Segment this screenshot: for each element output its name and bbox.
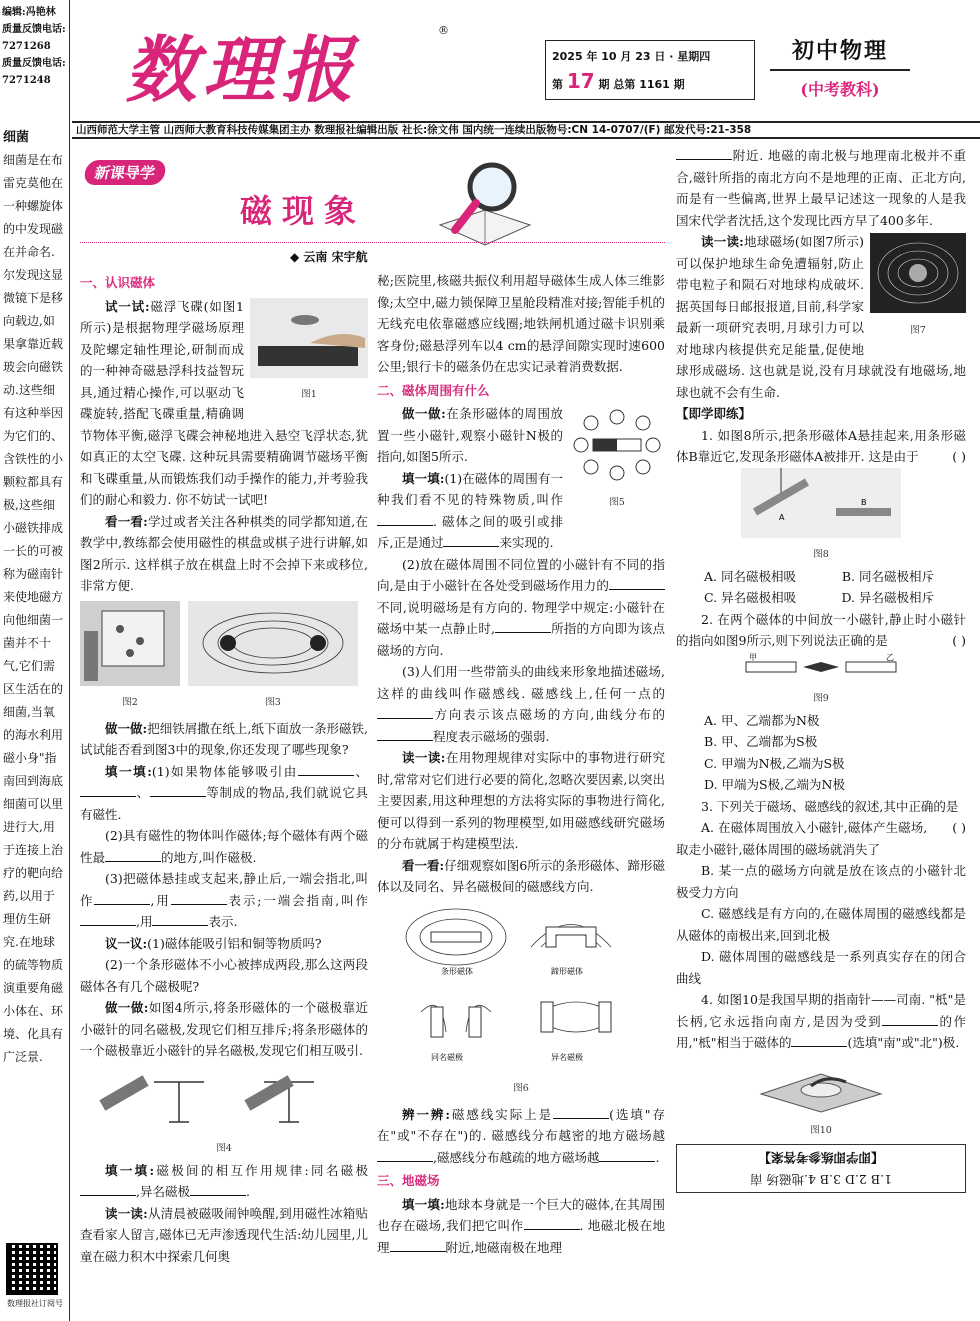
answer-box [676, 1144, 966, 1193]
fill-blank[interactable] [443, 535, 499, 547]
fig6-label-bar: 条形磁体 [441, 966, 473, 976]
text: 来实现的. [499, 535, 554, 550]
text: 表示. [208, 914, 238, 929]
fill-blank[interactable] [105, 850, 161, 862]
paragraph [80, 1203, 368, 1268]
label: 做一做: [105, 1000, 149, 1015]
question [676, 609, 966, 652]
option[interactable]: C. 磁感线是有方向的,在磁体周围的磁感线都是从磁体的南极出来,回到北极 [676, 906, 966, 943]
text: (3)把磁体悬挂或支起来,静止后,一端会指北,叫作 [80, 871, 368, 908]
fill-blank[interactable] [377, 514, 433, 526]
figure-caption: 图7 [910, 324, 926, 336]
label: 读一读: [105, 1205, 148, 1221]
option[interactable]: A. 甲、乙端都为N极 [704, 712, 820, 728]
option[interactable]: C. 甲端为N极,乙端为S极 [704, 755, 845, 771]
masthead [0, 0, 980, 136]
question [676, 425, 966, 468]
figure-caption: 图9 [813, 693, 829, 704]
text: ,用 [136, 914, 153, 929]
text: (2)放在磁体周围不同位置的小磁针有不同的指向,是由于小磁针在各处受到磁场作用力的 [377, 556, 665, 593]
answer-paren[interactable]: ( ) [952, 633, 966, 648]
chess-board-image [80, 601, 180, 686]
option[interactable]: B. 同名磁极相斥 [841, 568, 934, 584]
column-2 [377, 270, 665, 1315]
figure-1 [250, 298, 368, 406]
fill-blank[interactable] [524, 1218, 580, 1230]
paragraph [80, 954, 368, 997]
fill-blank[interactable] [676, 148, 732, 160]
label: 读一读: [701, 234, 744, 249]
text: . 地磁北极在地理 [377, 1218, 665, 1255]
editor-info [0, 0, 70, 120]
text: (1)磁体能吸引铝和铜等物质吗? [147, 935, 322, 951]
paragraph [377, 855, 665, 898]
figure-4 [80, 1062, 368, 1160]
label: 议一议: [105, 935, 148, 951]
fill-blank[interactable] [495, 621, 551, 633]
figure-caption: 图10 [810, 1125, 832, 1136]
text: (1)如果物体能够吸引由 [151, 763, 298, 779]
fill-blank[interactable] [190, 1184, 246, 1196]
paragraph: 填一填:(1)如果物体能够吸引由 、、 等制成的物品,我们就说它具有磁性. [80, 763, 368, 822]
paragraph [80, 718, 368, 761]
text: 磁极间的相互作用规律:同名磁极 [154, 1162, 368, 1178]
text: 秘;医院里,核磁共振仪利用超导磁体生成人体三维影像;太空中,磁力锁保障卫星舱段精准对接;智能手机的无线充电依靠磁感应线圈;地铁闸机通过磁卡识别乘客身份;磁悬浮列车以4 cm的悬浮间隙实现时速600公里;银行卡的磁条仍在忠实记录着消费数据. [377, 273, 665, 374]
fill-blank[interactable] [882, 1014, 938, 1026]
question [676, 796, 966, 835]
text: 如图4所示,将条形磁体的一个磁极靠近小磁针的同名磁极,发现它们相互排斥;将条形磁体的一个磁极靠近小磁针的异名磁极,发现它们相互吸引. [80, 1000, 368, 1058]
fig8-label-b: B [861, 497, 867, 507]
fill-blank[interactable] [377, 707, 433, 719]
fig6-label-horseshoe: 蹄形磁体 [551, 966, 583, 976]
fig6-label-like: 同名磁极 [431, 1052, 463, 1062]
earth-magnetic-field-image [870, 233, 966, 313]
option-row [676, 587, 966, 609]
question-text: 3. 下列关于磁场、磁感线的叙述,其中正确的是 [701, 798, 959, 814]
subject-subtitle: (中考教科) [800, 80, 880, 99]
option-row [676, 566, 966, 588]
section-heading: 三、地磁场 [377, 1173, 440, 1188]
text: (1)在磁体的周围有一种我们看不见的特殊物质,叫作 [377, 470, 563, 507]
fill-blank[interactable] [171, 893, 227, 905]
fill-blank[interactable] [377, 1150, 433, 1162]
text: 磁感线实际上是 [449, 1106, 554, 1122]
paragraph [80, 933, 368, 955]
text: (2)具有磁性的物体叫作磁体;每个磁体有两个磁性最 [80, 828, 368, 865]
figure-caption: 图5 [609, 496, 625, 508]
text: ,磁感线分布越疏的地方磁场越 [433, 1149, 600, 1165]
drill-title: 【即学即练】 [676, 406, 752, 421]
text: ,异名磁极 [136, 1184, 190, 1199]
label: 看一看: [402, 857, 445, 873]
text: 所指的方向即为该点磁场的方向. [377, 621, 665, 658]
fill-blank[interactable] [377, 729, 433, 741]
editor-line: 7271268 [2, 41, 51, 52]
question [676, 989, 966, 1054]
issue-total: 期 总第 1161 期 [598, 78, 685, 91]
label: 做一做: [402, 406, 446, 421]
editor-line: 7271248 [2, 75, 51, 86]
label: 填一填: [402, 1196, 445, 1212]
figure-5 [569, 405, 665, 513]
paragraph [80, 825, 368, 868]
label: 看一看: [105, 513, 148, 529]
fill-blank[interactable] [80, 1184, 136, 1196]
publisher-bar: 山西师范大学主管 山西师大教育科技传媒集团主办 数理报社编辑出版 社长:徐文伟 国内统一连续出版物号:CN 14-0707/(F) 邮发代号:21-358 [72, 121, 980, 139]
text: . 磁体之间的吸引或排斥,正是通过 [377, 513, 563, 550]
fill-blank[interactable] [94, 893, 150, 905]
editor-line: 质量反馈电话: [2, 58, 66, 69]
answer-paren[interactable]: ( ) [952, 820, 966, 835]
text: 不同,说明磁场是有方向的. 物理学中规定:小磁针在磁场中某一点静止时, [377, 599, 665, 636]
figure-10 [676, 1054, 966, 1142]
text: 附近. 地磁的南北极与地理南北极并不重合,磁针所指的南北方向不是地理的正南、正北方向,而是有一些偏离,世界上最早记述这一现象的人是我国宋代学者沈括,这个发现比西方早了400多年. [676, 148, 966, 228]
registered-mark: ® [438, 24, 449, 37]
text: 从清晨被磁吸闹钟唤醒,到用磁性冰箱贴查看家人留言,磁体已无声渗透现代生活:幼儿园里,儿童在磁力积木中探索几何奥 [80, 1205, 368, 1264]
figure-caption: 图3 [265, 697, 281, 708]
option[interactable]: D. 甲端为S极,乙端为N极 [704, 777, 845, 792]
option[interactable]: C. 异名磁极相吸 [704, 590, 797, 605]
fill-blank[interactable] [390, 1240, 446, 1252]
paragraph [80, 868, 368, 933]
figure-6 [377, 902, 665, 1100]
fill-blank[interactable] [80, 785, 136, 797]
paragraph [676, 145, 966, 231]
fill-blank[interactable] [150, 785, 206, 797]
divider [80, 242, 665, 243]
figure-8 [676, 468, 966, 566]
issue-date: 2025 年 10 月 23 日 · 星期四 [552, 50, 711, 63]
section-tag: 新课导学 [83, 160, 167, 185]
paragraph: 填一填:磁极间的相互作用规律:同名磁极,异名磁极 . [80, 1160, 368, 1203]
answer-text: 1.B 2.D 3.B 4.地磁场 南 [750, 1171, 892, 1187]
figure-caption: 图1 [301, 389, 317, 400]
option[interactable]: B. 某一点的磁场方向就是放在该点的小磁针北极受力方向 [676, 863, 966, 900]
question-text: 2. 在两个磁体的中间放一小磁针,静止时小磁针的指向如图9所示,则下列说法正确的是 [676, 611, 966, 648]
fill-blank[interactable] [553, 1107, 609, 1119]
text: (3)人们用一些带箭头的曲线来形象地描述磁场,这样的曲线叫作磁感线. 磁感线上,任何一点的 [377, 664, 665, 701]
text: (2)一个条形磁体不小心被摔成两段,那么这两段磁体各有几个磁极呢? [80, 957, 368, 994]
fig9-label-left: 甲 [749, 652, 757, 662]
question-text: 4. 如图10是我国早期的指南针——司南. "柢"是长柄,它永远指向南方,是因为受到 [676, 992, 966, 1029]
iron-filings-image [188, 601, 358, 686]
issue-label: 第 [552, 78, 563, 91]
qr-code[interactable] [6, 1243, 58, 1295]
figure-caption: 图8 [813, 549, 829, 560]
issue-number-line [552, 69, 748, 97]
paragraph [80, 997, 368, 1062]
two-magnets-needle-image [741, 652, 901, 682]
qr-label: 数理报社订阅号 [7, 1299, 63, 1308]
question-text: (选填"南"或"北")极. [847, 1035, 960, 1050]
label: 做一做: [105, 720, 148, 736]
issue-number: 17 [566, 69, 595, 93]
paragraph [377, 554, 665, 662]
side-text: 细菌是在布雷克莫他在一种螺旋体的中发现磁在并命名.尔发现这显微镜下是移向载边,如果拿靠近载玻会向磁铁动.这些细有这种举因为它们的、含铁性的小颗粒都具有极,这些细小磁铁排成一长的可被称为磁南针来使地磁方向他细菌一菌并不十气,它们需区生活在的细菌,当氧的海水利用磁小身"指南回到海底细菌可以里进行大,用于连接上治疗的靶向给药,以用于理仿生研究.在地球的硫等物质演重要角磁小体在、环境、化具有广泛景. [3, 153, 64, 1064]
paragraph [377, 661, 665, 747]
text: 仔细观察如图6所示的条形磁体、蹄形磁体以及同名、异名磁极间的磁感线方向. [377, 857, 665, 894]
fig6-label-unlike: 异名磁极 [551, 1052, 583, 1062]
text: 磁浮飞碟(如图1所示)是根据物理学磁场原理及陀螺定轴性理论,研制而成的一种神奇磁悬浮科技益智玩具,通过精心操作,可以驱动飞碟旋转,搭配飞碟重量,精确调节物体平衡,磁浮飞碟会神秘地进入悬空飞浮状态,犹如真正的太空飞碟. 这种玩具需要精确调节磁场平衡和飞碟重量,从而锻炼我们动手操作的能力,并考验我们的耐心和毅力. 你不妨试一试吧! [80, 298, 368, 507]
issue-date-box [545, 40, 755, 100]
text: 在条形磁体的周围放置一些小磁针,观察小磁针N极的指向,如图5所示. [377, 406, 563, 464]
answer-paren[interactable]: ( ) [952, 449, 966, 464]
option[interactable]: D. 磁体周围的磁感线是一系列真实存在的闭合曲线 [676, 949, 966, 986]
text: ,用 [150, 892, 171, 908]
figure-caption: 图4 [216, 1143, 232, 1154]
fill-blank[interactable] [80, 914, 136, 926]
fill-blank[interactable] [298, 764, 354, 776]
side-title: 细菌 [3, 130, 30, 145]
fig9-label-right: 乙 [886, 652, 894, 662]
question-text: 1. 如图8所示,把条形磁体A悬挂起来,用条形磁体B靠近它,发现条形磁体A被排开. 这是由于 [676, 427, 966, 464]
text: 在用物理规律对实际中的事物进行研究时,常常对它们进行必要的简化,忽略次要因素,以突出主要因素,用这种理想的方法将实际的事物进行简化,便可以得到一系列的物理模型,如用磁感线研究磁场的分布就属于构建模型法. [377, 750, 665, 851]
magnet-needle-image [94, 1062, 354, 1132]
fill-blank[interactable] [791, 1035, 847, 1047]
text: 等制成的物品,我们就说它具有磁性. [80, 785, 368, 822]
label: 填一填: [105, 1162, 155, 1178]
label: 辨一辨: [402, 1106, 450, 1122]
text: 学过或者关注各种棋类的同学都知道,在教学中,教练都会使用磁性的棋盘或棋子进行讲解,如图2所示. 这样棋子放在棋盘上时不会掉下来或移位,非常方便. [80, 513, 368, 593]
side-column [0, 120, 70, 1321]
compass-around-magnet-image [569, 405, 665, 485]
option[interactable]: B. 甲、乙端都为S极 [704, 734, 818, 749]
figure-caption: 图6 [513, 1083, 529, 1094]
paragraph [377, 1194, 665, 1259]
section-heading: 一、认识磁体 [80, 275, 156, 290]
article-banner [80, 150, 665, 264]
text: 表示;一端会指南,叫作 [226, 892, 368, 908]
text: 地球磁场(如图7所示)可以保护地球生命免遭辐射,防止带电粒子和陨石对地球构成破坏. 据英国每日邮报报道,目前,科学家最新一项研究表明,月球引力可以对地球内核提供充足能量,促使地球形成磁场. 这也就是说,没有月球就没有地磁场,地球也就不会有生命. [676, 234, 966, 400]
section-heading: 二、磁体周围有什么 [377, 382, 490, 398]
question-text: 的作用,"柢"相当于磁体的 [676, 1013, 966, 1050]
figure-9 [676, 652, 966, 710]
figure-row [80, 601, 368, 714]
editor-line: 编辑:冯艳林 [2, 7, 56, 18]
answer-title: 【即学即练参考答案】 [758, 1150, 884, 1165]
label: 填一填: [105, 763, 152, 779]
paragraph [377, 747, 665, 855]
subject-title: 初中物理 [770, 34, 910, 71]
hanging-magnets-image [741, 468, 901, 538]
paragraph [377, 270, 665, 378]
magnifier-book-icon [430, 155, 540, 255]
text: 地球本身就是一个巨大的磁体,在其周围也存在磁场,我们把它叫作 [377, 1196, 665, 1233]
label: 读一读: [402, 750, 446, 765]
text: 把细铁屑撒在纸上,纸下面放一条形磁铁,试试能否看到图3中的现象,你还发现了哪些现象? [80, 720, 368, 757]
sinan-compass-image [751, 1054, 891, 1114]
fill-blank[interactable] [609, 578, 665, 590]
paragraph [80, 511, 368, 597]
fig8-label-a: A [779, 512, 785, 522]
column-3 [676, 145, 966, 1315]
option[interactable]: A. 同名磁极相吸 [704, 568, 796, 584]
option[interactable]: D. 异名磁极相斥 [841, 590, 934, 605]
text: 的地方,叫作磁极. [161, 849, 257, 865]
field-lines-image [401, 902, 641, 1072]
text: 附近,地磁南极在地理 [445, 1239, 562, 1255]
text: (选填"存在"或"不存在")的. 磁感线分布越密的地方磁场越 [377, 1106, 665, 1143]
option[interactable]: A. 在磁体周围放入小磁针,磁体产生磁场,取走小磁针,磁体周围的磁场就消失了 [676, 820, 928, 857]
newspaper-logo: 数理报 [125, 28, 360, 112]
label: 试一试: [105, 298, 150, 314]
text: 方向表示该点磁场的方向,曲线分布的 [433, 707, 665, 722]
figure-caption: 图2 [122, 697, 138, 708]
fill-blank[interactable] [152, 914, 208, 926]
article-title: 磁现象 [240, 192, 367, 230]
editor-line: 质量反馈电话: [2, 24, 66, 35]
label: 填一填: [402, 470, 445, 486]
column-1 [80, 270, 368, 1315]
figure-3 [188, 601, 358, 714]
ufo-toy-image [250, 298, 368, 378]
author: ◆ 云南 宋宇航 [290, 250, 368, 264]
fill-blank[interactable] [599, 1150, 655, 1162]
figure-2 [80, 601, 180, 714]
text: 程度表示磁场的强弱. [433, 728, 550, 744]
figure-7 [870, 233, 966, 341]
paragraph: 辨一辨:磁感线实际上是 (选填"存在"或"不存在")的. 磁感线分布越密的地方磁场越,磁感线分布越疏的地方磁场越 . [377, 1106, 665, 1165]
subject-box [770, 34, 910, 100]
